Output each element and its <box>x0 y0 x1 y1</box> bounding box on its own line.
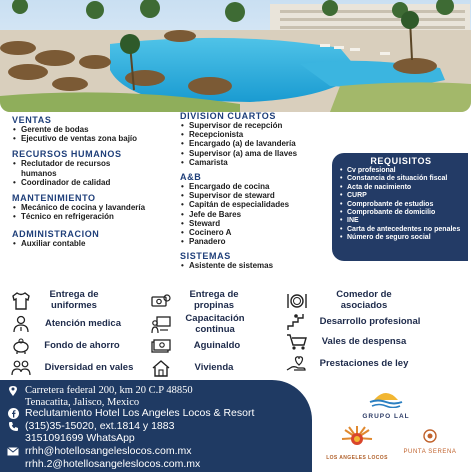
facebook-row <box>6 408 254 420</box>
list-item: • Reclutador de recursos humanos <box>12 159 142 177</box>
benefit-aguinaldo <box>150 336 252 356</box>
list-item: • Cv profesional <box>340 167 462 175</box>
benefit-diversidad <box>10 358 142 378</box>
benefit-label: Prestaciones de ley <box>319 357 409 369</box>
whatsapp-number[interactable]: 3151091699 WhatsApp <box>25 431 135 444</box>
phone-row <box>6 421 174 444</box>
grupo-lal-text: GRUPO LAL <box>362 413 410 420</box>
category-mantenimiento: MANTENIMIENTO <box>12 193 96 204</box>
benefit-label: Aguinaldo <box>193 339 241 351</box>
address-line: Carretera federal 200, km 20 C.P 48850 <box>25 385 193 396</box>
list-item: • Carta de antecedentes no penales <box>340 226 462 234</box>
hero-resort-photo <box>0 0 471 112</box>
email-address[interactable]: rrhh@hotellosangeleslocos.com.mx <box>25 445 192 457</box>
jobs-left-column <box>12 115 172 249</box>
list-item: • Gerente de bodas <box>12 125 172 134</box>
list-item: • Panadero <box>180 237 330 246</box>
list-item: • Encargado de cocina <box>180 182 330 191</box>
benefit-vivienda <box>150 358 244 378</box>
benefit-label: Desarrollo profesional <box>319 315 421 327</box>
list-item: • Steward <box>180 219 330 228</box>
list-item: • Coordinador de calidad <box>12 178 172 187</box>
list-item: • Recepcionista <box>180 130 330 139</box>
location-pin-icon <box>6 385 20 396</box>
training-board-icon <box>150 315 172 335</box>
hand-heart-icon <box>286 354 308 374</box>
list-item: • Supervisor de recepción <box>180 121 330 130</box>
shirt-icon <box>10 291 32 311</box>
benefit-label: Atención medica <box>44 317 122 329</box>
cash-stack-icon <box>150 336 172 356</box>
house-icon <box>150 358 172 378</box>
benefit-desarrollo <box>286 312 426 332</box>
list-item: • Supervisor de steward <box>180 191 330 200</box>
list-administracion <box>12 239 172 248</box>
list-item: • Mecánico de cocina y lavandería <box>12 203 154 212</box>
list-mantenimiento <box>12 203 172 221</box>
list-item: • CURP <box>340 192 462 200</box>
benefit-label: Capacitación continua <box>185 313 245 335</box>
list-item: • Número de seguro social <box>340 234 462 242</box>
phone-icon <box>6 421 20 432</box>
list-item: • Jefe de Bares <box>180 210 330 219</box>
list-item: • Cocinero A <box>180 228 330 237</box>
benefit-label: Vivienda <box>194 361 234 373</box>
phone-number[interactable]: (315)35-15020, ext.1814 y 1883 <box>25 420 175 432</box>
sun-waves-icon <box>368 388 404 408</box>
grupo-lal-logo <box>362 388 410 420</box>
growth-stairs-icon <box>286 312 308 332</box>
facebook-icon <box>6 408 20 419</box>
list-ventas <box>12 125 172 143</box>
facebook-page[interactable]: Reclutamiento Hotel Los Angeles Locos & Resort <box>25 407 255 419</box>
mail-icon <box>6 446 20 457</box>
list-item: • Comprobante de domicilio <box>340 209 462 217</box>
category-administracion: ADMINISTRACION <box>12 229 100 240</box>
category-ventas: VENTAS <box>12 115 52 125</box>
list-item: • Auxiliar contable <box>12 239 172 248</box>
address-row <box>6 385 193 408</box>
list-sistemas <box>180 261 330 270</box>
benefit-label: Diversidad en vales <box>44 361 134 373</box>
list-item: • Supervisor (a) ama de llaves <box>180 149 298 158</box>
list-item: • Encargado (a) de lavandería <box>180 139 330 148</box>
category-ayb: A&B <box>180 172 202 183</box>
people-group-icon <box>10 358 32 378</box>
category-division-cuartos: DIVISION CUARTOS <box>180 111 276 121</box>
list-item: • Ejecutivo de ventas zona bajío <box>12 134 154 143</box>
benefit-label: Entrega de uniformes <box>49 289 99 311</box>
requisitos-box <box>332 153 468 261</box>
benefit-capacitacion <box>150 314 252 335</box>
requisitos-title: REQUISITOS <box>370 156 432 166</box>
benefit-despensa <box>286 332 414 352</box>
los-angeles-locos-logo <box>326 425 388 462</box>
email-row <box>6 446 200 470</box>
address-line: Tenacatita, Jalisco, Mexico <box>25 396 140 408</box>
doctor-icon <box>10 314 32 334</box>
benefit-uniformes <box>10 290 114 311</box>
list-division-cuartos <box>180 121 330 167</box>
requisitos-list <box>340 167 462 243</box>
benefit-label: Fondo de ahorro <box>44 339 120 351</box>
shopping-cart-icon <box>286 332 308 352</box>
jobs-middle-column <box>180 111 330 271</box>
benefit-label: Comedor de asociados <box>336 289 392 311</box>
benefit-comedor <box>286 290 414 311</box>
list-item: • Técnico en refrigeración <box>12 212 172 221</box>
punta-serena-text: PUNTA SERENA <box>403 449 457 455</box>
email-address[interactable]: rrhh.2@hotellosangeleslocos.com.mx <box>25 457 201 470</box>
plate-cutlery-icon <box>286 291 308 311</box>
list-item: • Comprobante de estudios <box>340 201 462 209</box>
list-item: • Constancia de situación fiscal <box>340 175 462 183</box>
list-item: • Capitán de especialidades <box>180 200 330 209</box>
list-item: • Asistente de sistemas <box>180 261 330 270</box>
benefit-ahorro <box>10 336 126 356</box>
list-recursos-humanos <box>12 159 172 187</box>
list-item: • INE <box>340 217 462 225</box>
flower-icon <box>421 428 439 444</box>
sunburst-icon <box>340 425 374 451</box>
benefit-medica <box>10 314 128 334</box>
benefit-label: Vales de despensa <box>321 335 407 347</box>
contact-footer <box>0 380 312 472</box>
category-sistemas: SISTEMAS <box>180 251 231 262</box>
punta-serena-logo <box>400 428 460 455</box>
money-icon <box>150 291 172 311</box>
benefit-propinas <box>150 290 244 311</box>
los-angeles-locos-text: LOS ANGELES LOCOS <box>326 455 388 461</box>
piggy-bank-icon <box>10 336 32 356</box>
category-recursos-humanos: RECURSOS HUMANOS <box>12 149 122 160</box>
list-ayb <box>180 182 330 246</box>
list-item: • Camarista <box>180 158 330 167</box>
benefit-prestaciones <box>286 354 414 374</box>
list-item: • Acta de nacimiento <box>340 184 462 192</box>
benefit-label: Entrega de propinas <box>189 289 239 311</box>
